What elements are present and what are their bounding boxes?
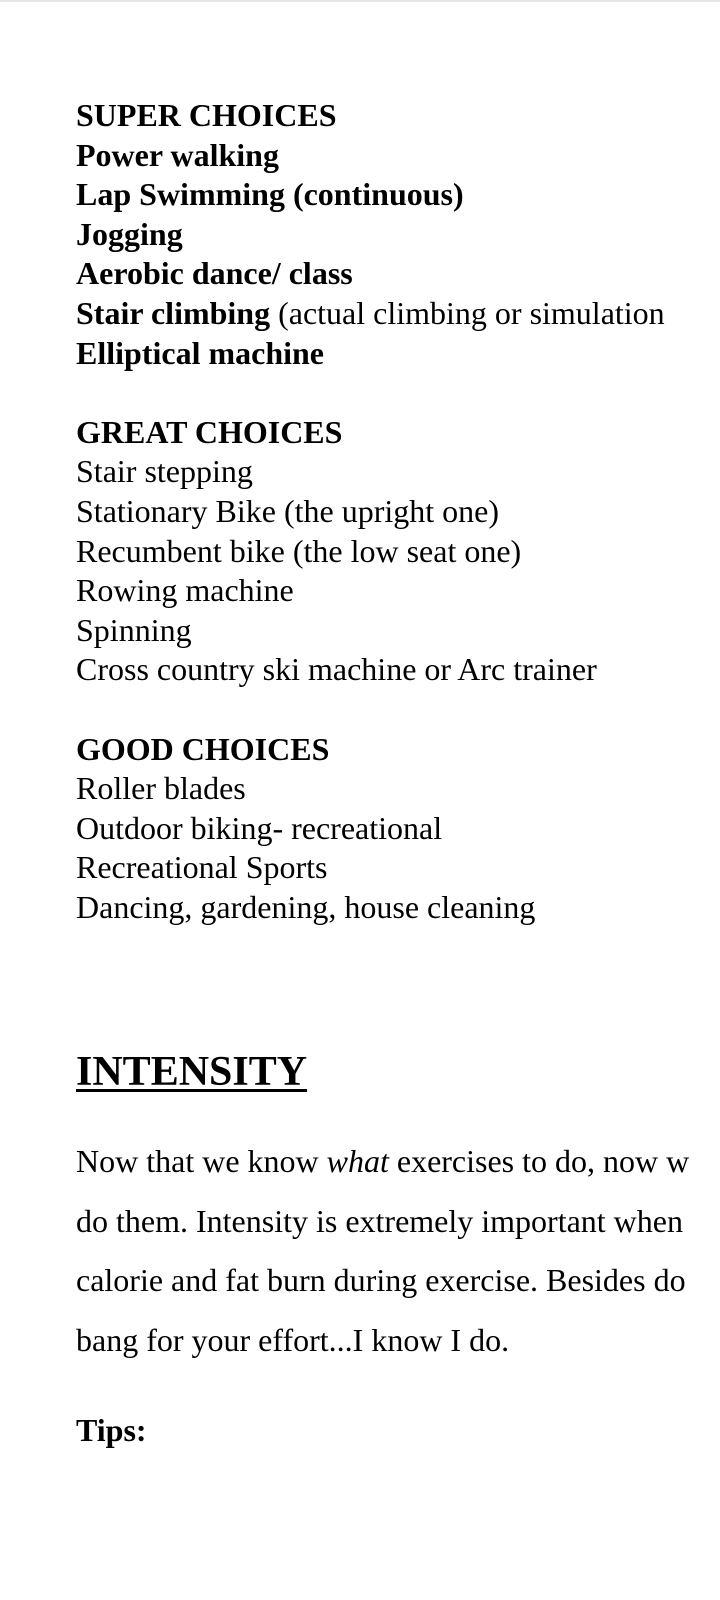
good-choices-section <box>76 730 720 928</box>
section-spacer <box>76 373 720 413</box>
stair-climbing-label: Stair climbing <box>76 294 271 331</box>
paragraph-line: calorie and fat burn during exercise. Besides do <box>76 1262 686 1299</box>
section-spacer <box>76 927 720 1045</box>
paragraph-line: do them. Intensity is extremely important when <box>76 1202 683 1239</box>
paragraph-text: Now that we know <box>76 1143 327 1180</box>
list-item: Dancing, gardening, house cleaning <box>76 888 536 925</box>
great-choices-heading: GREAT CHOICES <box>76 413 343 450</box>
list-item: Rowing machine <box>76 572 294 609</box>
great-choices-section <box>76 413 720 690</box>
list-item <box>76 294 720 334</box>
list-item: Outdoor biking- recreational <box>76 809 443 846</box>
list-item: Jogging <box>76 215 183 252</box>
super-choices-section <box>76 96 720 373</box>
section-spacer <box>76 690 720 730</box>
paragraph-text: exercises to do, now w <box>388 1143 690 1180</box>
list-item: Recumbent bike (the low seat one) <box>76 532 522 569</box>
document-page <box>76 96 720 1600</box>
list-item: Aerobic dance/ class <box>76 255 353 292</box>
list-item: Elliptical machine <box>76 334 324 371</box>
intensity-paragraph <box>76 1132 720 1370</box>
super-choices-heading: SUPER CHOICES <box>76 97 337 133</box>
paragraph-line <box>76 1132 720 1192</box>
list-item: Stair stepping <box>76 453 253 490</box>
list-item: Recreational Sports <box>76 849 328 886</box>
paragraph-line: bang for your effort...I know I do. <box>76 1321 510 1358</box>
list-item: Lap Swimming (continuous) <box>76 176 464 213</box>
list-item: Stationary Bike (the upright one) <box>76 492 500 529</box>
list-item: Power walking <box>76 136 279 173</box>
intensity-section <box>76 1047 720 1450</box>
tips-heading: Tips: <box>76 1412 147 1449</box>
stair-climbing-note: (actual climbing or simulation <box>270 294 665 331</box>
list-item: Spinning <box>76 611 192 648</box>
list-item: Cross country ski machine or Arc trainer <box>76 651 597 688</box>
intensity-heading: INTENSITY <box>76 1049 308 1096</box>
page-top-edge <box>0 0 720 2</box>
list-item: Roller blades <box>76 770 246 807</box>
good-choices-heading: GOOD CHOICES <box>76 730 330 767</box>
emphasis-what: what <box>326 1143 389 1180</box>
